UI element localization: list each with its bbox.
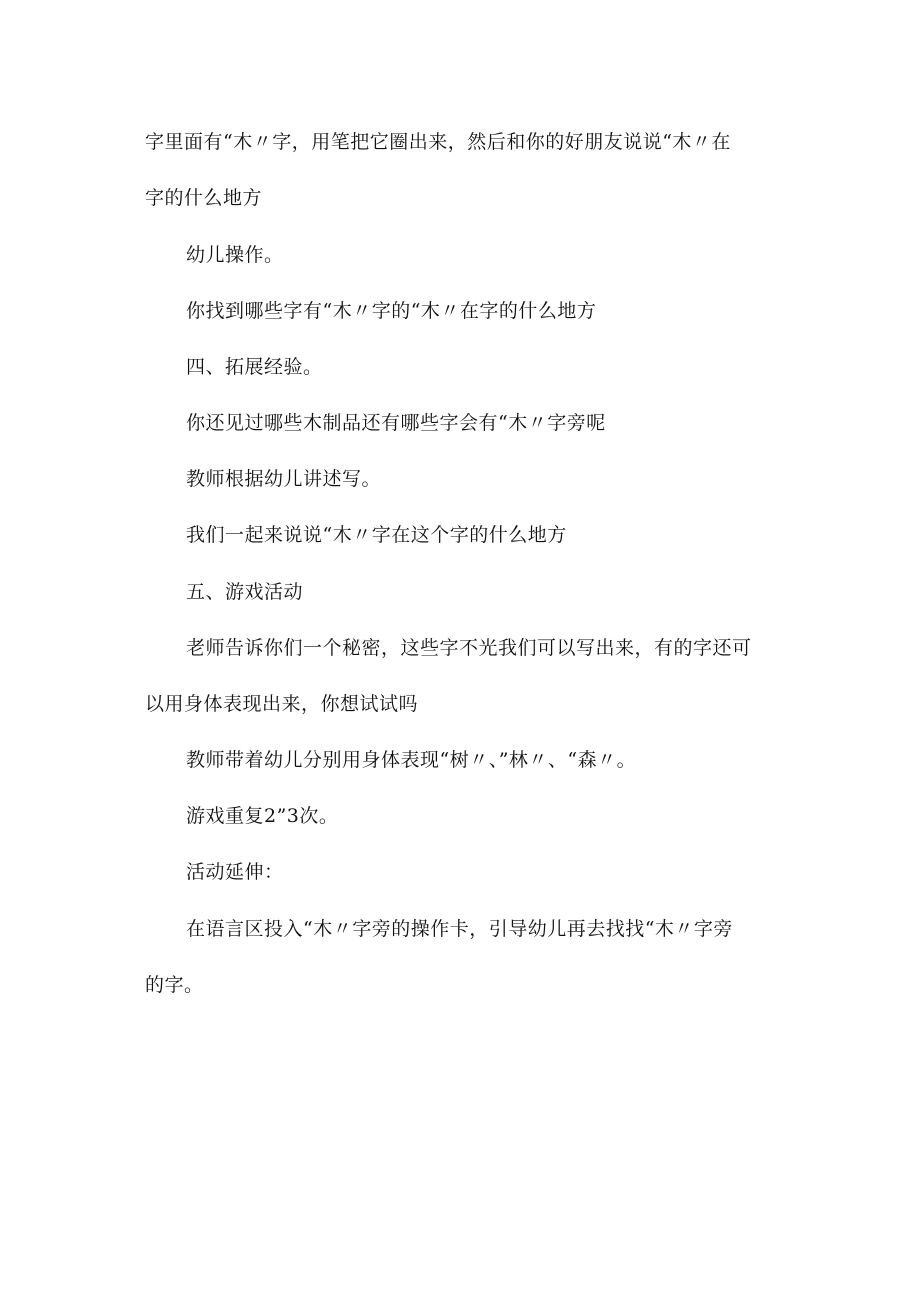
paragraph-line: 你还见过哪些木制品还有哪些字会有“木〃字旁呢 — [186, 412, 606, 434]
paragraph-continuation-line: 的字。 — [145, 974, 204, 996]
paragraph-line: 你找到哪些字有“木〃字的“木〃在字的什么地方 — [186, 300, 597, 322]
paragraph-line: 我们一起来说说“木〃字在这个字的什么地方 — [186, 524, 567, 546]
paragraph-continuation-line: 以用身体表现出来，你想试试吗 — [145, 693, 419, 715]
section-heading: 活动延伸： — [186, 861, 284, 883]
section-heading: 五、游戏活动 — [186, 581, 304, 603]
paragraph-line: 老师告诉你们一个秘密，这些字不光我们可以写出来，有的字还可 — [186, 637, 752, 659]
paragraph-line: 教师根据幼儿讲述写。 — [186, 468, 382, 490]
paragraph-line: 在语言区投入“木〃字旁的操作卡，引导幼儿再去找找“木〃字旁 — [186, 918, 733, 940]
paragraph-line: 教师带着幼儿分别用身体表现“树〃、”林〃、“森〃。 — [186, 749, 637, 771]
paragraph-line: 游戏重复2”3次。 — [186, 805, 339, 827]
section-heading: 四、拓展经验。 — [186, 356, 323, 378]
paragraph-continuation-line: 字里面有“木〃字，用笔把它圈出来，然后和你的好朋友说说“木〃在 — [145, 131, 731, 153]
paragraph-continuation-line: 字的什么地方 — [145, 187, 263, 209]
paragraph-line: 幼儿操作。 — [186, 244, 284, 266]
